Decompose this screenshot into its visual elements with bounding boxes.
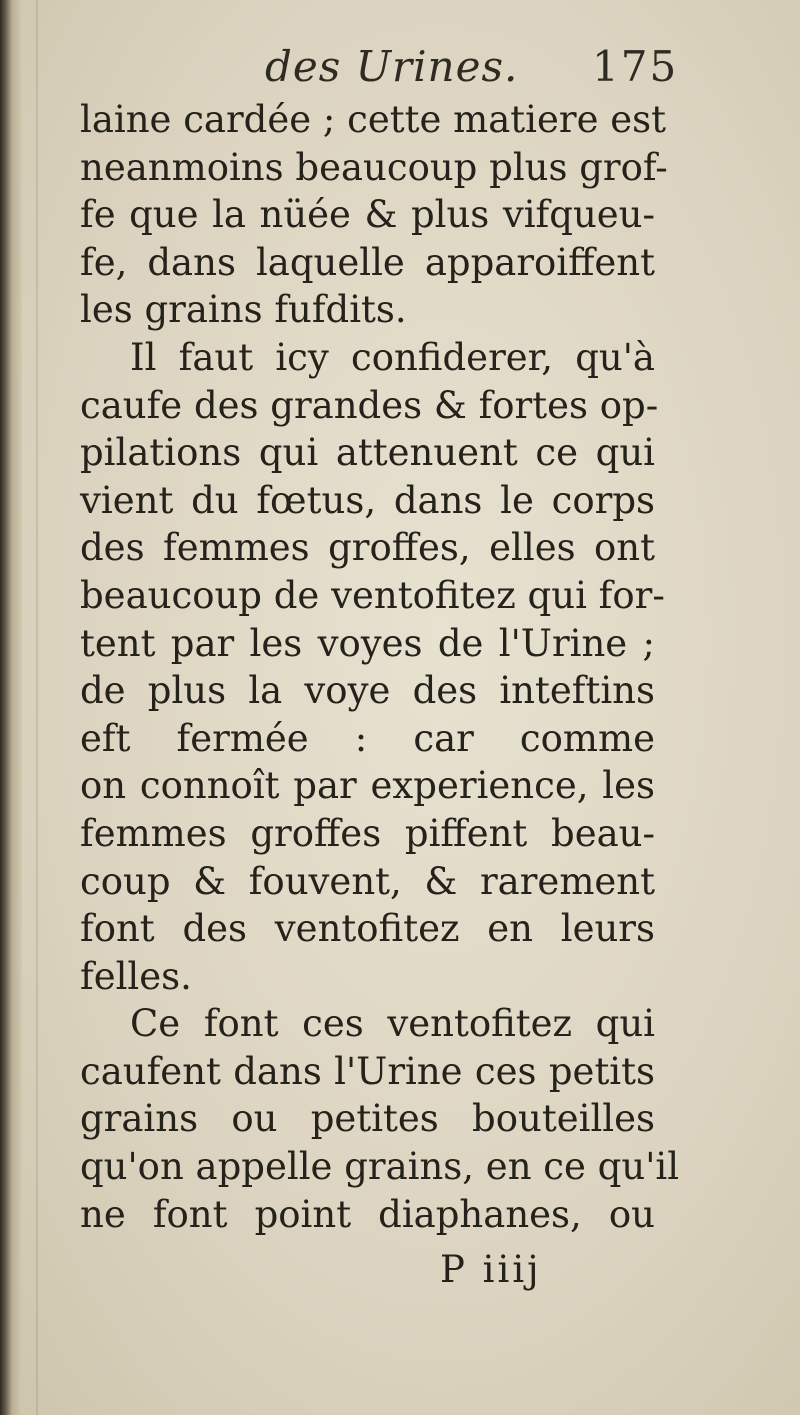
text-line: font des ventofitez en leurs: [80, 907, 655, 951]
text-line: des femmes groffes, elles ont: [80, 526, 655, 570]
book-spine-shadow: [0, 0, 22, 1415]
text-line: fe que la nüée & plus vifqueu-: [80, 193, 655, 237]
running-head-title: des Urines.: [265, 42, 519, 91]
text-line: caufe des grandes & fortes op-: [80, 383, 659, 427]
text-line: felles.: [80, 954, 192, 998]
text-line: de plus la voye des inteftins: [80, 669, 655, 713]
text-line: on connoît par experience, les: [80, 764, 655, 808]
signature-mark: P iiij: [440, 1248, 542, 1291]
body-text: [80, 96, 680, 1238]
text-line: ne font point diaphanes, ou: [80, 1192, 655, 1236]
text-line: coup & fouvent, & rarement: [80, 859, 655, 903]
running-head: [0, 42, 800, 102]
text-line: laine cardée ; cette matiere est: [80, 98, 667, 141]
text-line: caufent dans l'Urine ces petits: [80, 1049, 655, 1093]
text-line: tent par les voyes de l'Urine ;: [80, 621, 655, 665]
text-line: Il faut icy confiderer, qu'à: [130, 335, 655, 379]
text-line: fe, dans laquelle apparoiffent: [80, 240, 655, 284]
text-line: vient du fœtus, dans le corps: [80, 478, 655, 522]
gutter-line: [36, 0, 38, 1415]
text-line: qu'on appelle grains, en ce qu'il: [80, 1145, 680, 1189]
page-number: 175: [592, 42, 679, 91]
text-line: pilations qui attenuent ce qui: [80, 431, 655, 475]
text-line: beaucoup de ventofitez qui for-: [80, 573, 665, 617]
text-line: femmes groffes piffent beau-: [80, 811, 655, 855]
text-line: neanmoins beaucoup plus grof-: [80, 145, 668, 189]
text-line: Ce font ces ventofitez qui: [130, 1002, 655, 1046]
text-line: grains ou petites bouteilles: [80, 1097, 655, 1141]
text-line: les grains fufdits.: [80, 288, 407, 332]
text-line: eft fermée : car comme: [80, 716, 655, 760]
